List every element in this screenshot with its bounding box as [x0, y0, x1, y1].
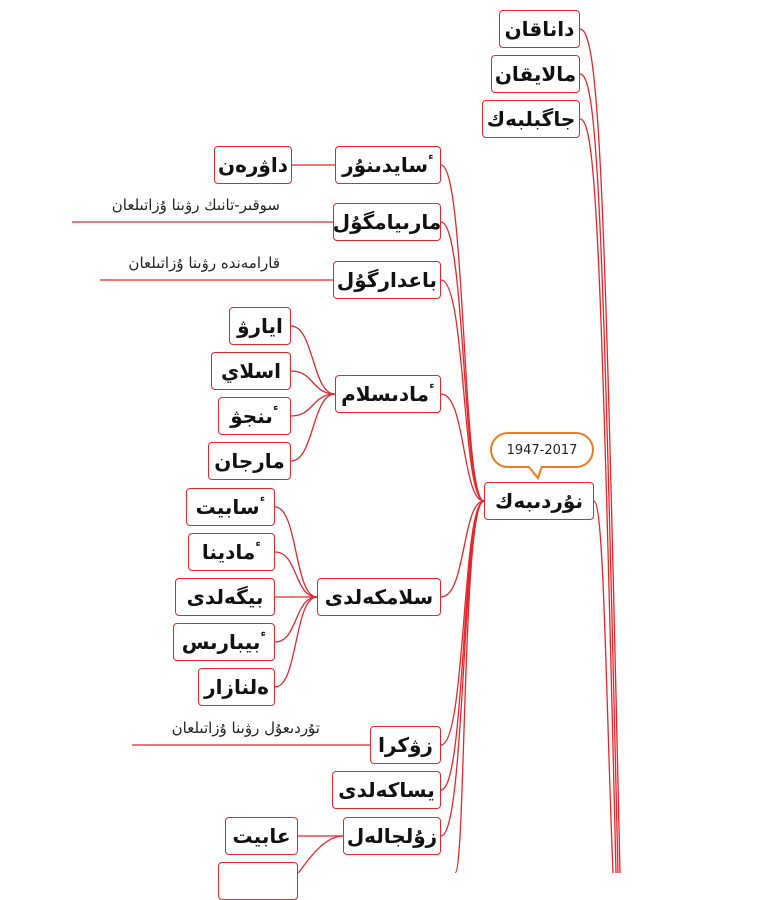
branch-madislam[interactable]: ٴمادىسلام	[335, 375, 441, 413]
top-item-2[interactable]: مالايقان	[491, 55, 580, 93]
child-marjan[interactable]: مارجان	[208, 442, 291, 480]
note-bagdargul: قارامەندە رۋىنا ۇزاتىلعان	[128, 254, 280, 272]
note-zukra: تۇردىعۇل رۋىنا ۇزاتىلعان	[171, 719, 320, 737]
branch-sayidnur[interactable]: ٴسايدىنۇر	[335, 146, 441, 184]
child-bibaris[interactable]: ٴبيبارىس	[173, 623, 275, 661]
branch-zuljalel[interactable]: زۇلجالەل	[343, 817, 441, 855]
branch-slamkeldi[interactable]: سلامكەلدى	[317, 578, 441, 616]
top-item-3[interactable]: جاگبلبەك	[482, 100, 580, 138]
bubble-pointer	[528, 466, 548, 480]
branch-zukra[interactable]: زۋكرا	[370, 726, 441, 764]
root-date-bubble: 1947-2017	[490, 432, 594, 468]
child-elnazar[interactable]: ەلنازار	[198, 668, 275, 706]
child-bigeldi[interactable]: بيگەلدى	[175, 578, 275, 616]
child-inju[interactable]: ٴىنجۋ	[218, 397, 291, 435]
child-aslay[interactable]: اسلاي	[211, 352, 291, 390]
note-mariyamgul: سوقىر-تانىك رۋىنا ۇزاتىلعان	[111, 196, 280, 214]
child-ayaru[interactable]: ايارۋ	[229, 307, 291, 345]
child-abit[interactable]: عابيت	[225, 817, 298, 855]
child-sabit[interactable]: ٴسابيت	[186, 488, 275, 526]
child-madina[interactable]: ٴمادينا	[188, 533, 275, 571]
top-item-1[interactable]: داناقان	[499, 10, 580, 48]
child-dawren[interactable]: داۋرەن	[214, 146, 292, 184]
branch-bagdargul[interactable]: باعدارگۇل	[333, 261, 441, 299]
branch-yisakeldi[interactable]: يساكەلدى	[332, 771, 441, 809]
child-partial[interactable]	[218, 862, 298, 900]
branch-mariyamgul[interactable]: مارىيامگۇل	[333, 203, 441, 241]
root-node[interactable]: نۇردىبەك	[484, 482, 594, 520]
